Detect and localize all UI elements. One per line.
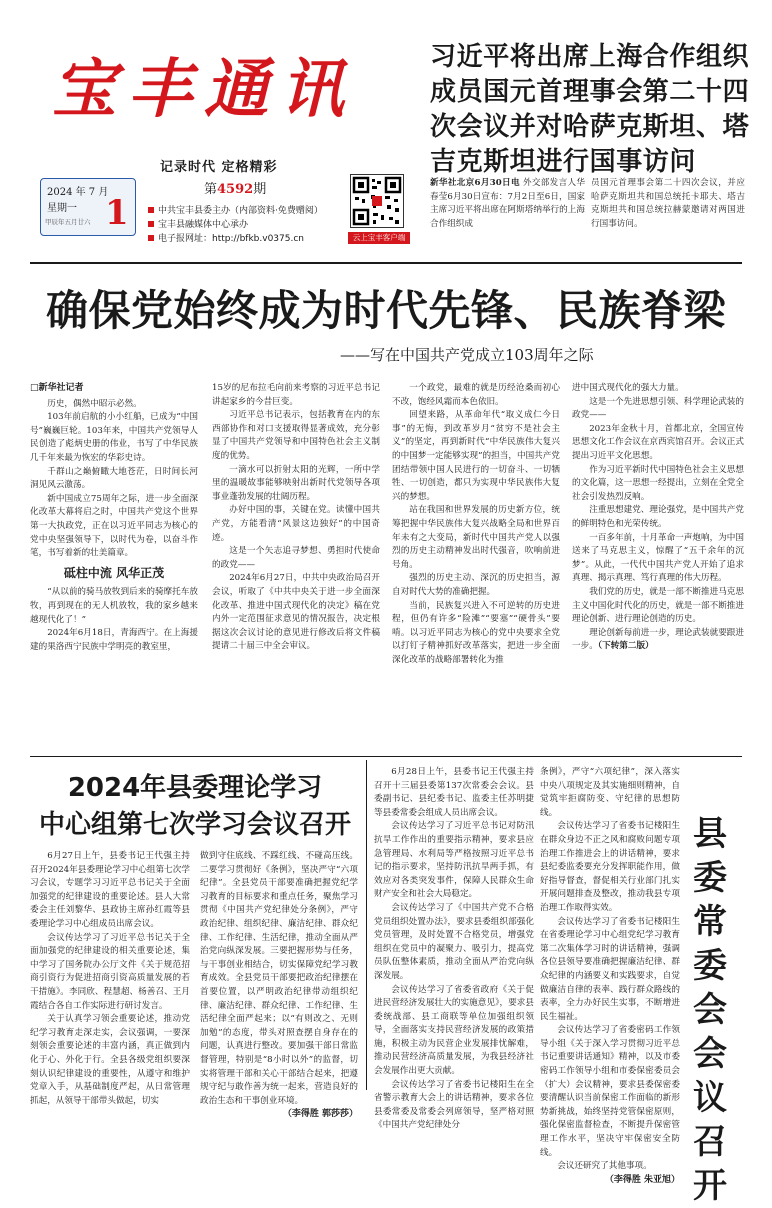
lead-byline: □新华社记者: [30, 383, 84, 393]
date-lunar: 甲辰年五月廿六: [45, 218, 91, 226]
meeting2-title-char: 召: [693, 1122, 727, 1162]
issue-suffix: 期: [253, 182, 267, 197]
issue-value: 4592: [217, 182, 254, 197]
date-day: 1: [105, 193, 129, 233]
meeting1-col1: 6月27日上午，县委书记王代强主持召开2024年县委理论学习中心组第七次学习会议，专题学习习近平总书记关于全面加强党的纪律建设的重要论述。县人大常委会主任刘黎华、县政协主席孙红霞等县委理论学习中心组成员出席会议。 会议传达学习了习近平总书记关于全面加强党的纪律建设的相关重要论述，集中学习了国务院办公厅文件《关于规范招商引资行为促进招商引资高质量发展的若干措施》。李同欣、程慧超、杨善召、王月霞结合各自工作实际进行研讨发言。 关于认真学习领会重要论述，推动党纪学习教育走深走实，会议强调，一要深刻领会重要论述的丰富内涵，真正做到内化于心、外化于行。全县各级党组织要深刻认识纪律建设的重要性，从遵守和维护党章入手，从基础制度严起，从日常管理抓起，从领导干部带头做起，切实: [30, 851, 190, 1106]
qr-caption: 云上宝丰客户端: [348, 232, 410, 244]
date-weekday: 星期一: [47, 203, 77, 214]
column-divider: [366, 760, 367, 1090]
meeting1-byline: （李得胜 郭莎莎）: [282, 1109, 358, 1120]
lead-col1: □新华社记者 历史，偶然中昭示必然。 103年前启航的小小红船，已成为“中国号”巍巍巨轮。103年来，中国共产党领导人民创造了彪炳史册的伟业，书写了中华民族几千年来最为恢宏的华彩史诗。 千群山之巅俯瞰大地苍茫，日时间长河洞见风云激荡。 新中国成立75周年之际，进一步全面深化改革大幕将启之时，中国共产党这个世界第一大执政党，正在以习近平同志为核心的党中央坚强领导下，以时代为卷，以奋斗作笔，书写着新的壮美篇章。 砥柱中流 风华正茂 “从以前的骑马放牧到后来的骑摩托车放牧，再到现在的无人机放牧，我的家乡越来越现代化了！” 2024年6月18日，青海西宁。在上海援建的果洛西宁民族中学明亮的教室里，: [30, 383, 198, 652]
meeting2-title-char: 会: [693, 990, 727, 1030]
meeting1-col2: 做到守住底线、不踩红线、不碰高压线。二要学习贯彻好《条例》，坚决严守“六项纪律”。全县党员干部要准确把握党纪学习教育的目标要求和重点任务，聚焦学习贯彻《中国共产党纪律处分条例》，严守政治纪律、组织纪律、廉洁纪律、群众纪律、工作纪律、生活纪律，推动全面从严治党向纵深发展。三要把握形势与任务，与干事创业相结合，切实保障党纪学习教育成效。全县党员干部要把政治纪律摆在首要位置，以严明政治纪律带动组织纪律、廉洁纪律、群众纪律、工作纪律、生活纪律全面严起来；以“有则改之、无则加勉”的态度，带头对照查摆自身存在的问题，认真进行整改。要加强干部日常监督管理，特别是“8小时以外”的监督，切实将管理干部和关心干部结合起来，把遵规守纪与敢作善为统一起来，营造良好的政治生态和干事创业环境。 （李得胜 郭莎莎）: [200, 850, 358, 1100]
issue-label: 第: [204, 182, 218, 197]
bullet-square-icon: [148, 221, 154, 227]
meeting2-title-char: 委: [693, 946, 727, 986]
top-news-dateline: 新华社北京6月30日电: [430, 178, 520, 188]
issue-number: [204, 178, 266, 197]
lead-subtitle: ——写在中国共产党成立103周年之际: [340, 346, 594, 364]
info-sponsor: 中共宝丰县委主办（内部资料·免费赠阅）: [148, 204, 348, 218]
meeting1-title: 2024年县委理论学习 中心组第七次学习会议召开: [38, 773, 351, 840]
meeting2-title-char: 会: [693, 1034, 727, 1074]
lead-subhead: 砥柱中流 风华正茂: [63, 565, 165, 580]
lead-col3: 一个政党，最难的就是历经沧桑而初心不改，饱经风霜而本色依旧。 回望来路，从革命年代“取义成仁今日事”的无悔，到改革岁月“贫穷不是社会主义”的坚定，再到新时代“中华民族伟大复兴的中国梦一定能够实现”的担当，中国共产党团结带领中国人民进行的一切奋斗、一切牺牲、一切创造，都只为实现中华民族伟大复兴的梦想。 站在我国和世界发展的历史新方位，统筹把握中华民族伟大复兴战略全局和世界百年未有之大变局，新时代中国共产党人以强烈的历史主动精神发出时代强音，吹响前进号角。 强烈的历史主动、深沉的历史担当，源自对时代大势的准确把握。 当前，民族复兴进入不可逆转的历史进程，但仍有许多“险滩”“要塞”“硬骨头”要啃。以习近平同志为核心的党中央要求全党以打钉子精神抓好改革落实，把进一步全面深化改革的战略部署转化为推: [392, 383, 560, 665]
top-news-headline: 习近平将出席上海合作组织成员国元首理事会第二十四次会议并对哈萨克斯坦、塔吉克斯坦进行国事访问: [430, 42, 750, 177]
bullet-square-icon: [148, 207, 154, 213]
meeting2-title-char: 议: [693, 1078, 727, 1118]
lead-title: 确保党始终成为时代先锋、民族脊梁: [45, 286, 726, 335]
section-divider: [30, 756, 742, 757]
info-website[interactable]: 电子报网址：http://bfkb.v0375.cn: [148, 232, 348, 246]
meeting2-title-char: 委: [693, 858, 727, 898]
masthead-logo: 宝丰通讯: [52, 53, 356, 127]
continue-note: （下转第二版）: [597, 641, 654, 652]
top-news-col1: [430, 177, 585, 243]
lead-col2: 15岁的尼布拉毛向前来考察的习近平总书记讲起家乡的今昔巨变。 习近平总书记表示，包括教育在内的东西部协作和对口支援取得显著成效，充分彰显了中国共产党领导和中国特色社会主义制度的优势。 一滴水可以折射太阳的光辉，一所中学里的温暖故事能够映射出新时代党领导各项事业蓬勃发展的壮阔历程。 办好中国的事，关键在党。读懂中国共产党，方能看清“风景这边独好”的中国奇迹。 这是一个矢志追寻梦想、勇担时代使命的政党—— 2024年6月27日，中共中央政治局召开会议，听取了《中共中央关于进一步全面深化改革、推进中国式现代化的决定》稿在党内外一定范围征求意见的情况报告，决定根据这次会议讨论的意见进行修改后将文件稿提请二十届三中全会审议。: [212, 383, 380, 652]
top-news-col1-text: 外交部发言人华春莹6月30日宣布：7月2日至6日，国家主席习近平将出席在阿斯塔纳举行的上海合作组织成: [430, 178, 585, 229]
meeting2-byline: （李得胜 朱亚旭）: [604, 1174, 680, 1185]
meeting2-col1: 6月28日上午，县委书记王代强主持召开十三届县委第137次常委会会议。县委副书记、县纪委书记、监委主任苏明捷等县委常委会组成人员出席会议。 会议传达学习了习近平总书记对防汛抗旱工作作出的重要指示精神，要求县应急管理局、水利局等严格按照习近平总书记的指示要求，坚持防汛抗旱两手抓，有效应对各类突发事件，保障人民群众生命财产安全和社会大局稳定。 会议传达学习了《中国共产党不合格党员组织处置办法》，要求县委组织部强化党员管理，及时处置不合格党员，增强党组织在党员中的凝聚力、吸引力，提高党员队伍整体素质，推动全面从严治党向纵深发展。 会议传达学习了省委省政府《关于促进民营经济发展壮大的实施意见》，要求县委统战部、县工商联等单位加强组织领导，全面落实支持民营经济发展的政策措施，积极主动为民营企业发展排忧解难，推动民营经济高质量发展，为我县经济社会发展作出更大贡献。 会议传达学习了省委书记楼阳生在全省警示教育大会上的讲话精神，要求各位县委常委及常委会列席领导，坚严格对照《中国共产党纪律处分: [374, 767, 534, 1131]
lead-col4: 进中国式现代化的强大力量。 这是一个先进思想引领、科学理论武装的政党—— 2023年金秋十月，首都北京，全国宣传思想文化工作会议在京西宾馆召开。会议正式提出习近平文化思想。 作为习近平新时代中国特色社会主义思想的文化篇，这一思想一经提出，立刻在全党全社会引发热烈反响。 注重思想建党、理论强党，是中国共产党的鲜明特色和光荣传统。 一百多年前，十月革命一声炮响，为中国送来了马克思主义，惊醒了“五千余年的沉梦”。从此，一代代中国共产党人开始了追求真理、揭示真理、笃行真理的伟大历程。 我们党的历史，就是一部不断推进马克思主义中国化时代化的历史，就是一部不断推进理论创新、进行理论创造的历史。 理论创新每前进一步，理论武装就要跟进一步。（下转第二版）: [572, 383, 744, 652]
meeting2-title: [686, 812, 734, 1208]
date-year-month: 2024 年 7 月: [47, 187, 109, 198]
qr-code-icon: [350, 174, 404, 228]
top-news-col2: 员国元首理事会第二十四次会议，并应哈萨克斯坦共和国总统托卡耶夫、塔吉克斯坦共和国总统拉赫蒙邀请对两国进行国事访问。: [591, 178, 745, 229]
meeting2-title-char: 常: [693, 902, 727, 942]
meeting2-col2: 条例》，严守“六项纪律”，深入落实中央八项规定及其实施细则精神，自觉筑牢拒腐防变、守纪律的思想防线。 会议传达学习了省委书记楼阳生在群众身边不正之风和腐败问题专项治理工作推进会上的讲话精神，要求县纪委监委要充分发挥职能作用，做好指导督查，督促相关行业部门扎实开展问题排查及整改，推动我县专项治理工作取得实效。 会议传达学习了省委书记楼阳生在省委理论学习中心组党纪学习教育第二次集体学习时的讲话精神，强调各位县领导要准确把握廉洁纪律、群众纪律的内涵要义和实践要求，自觉做廉洁自律的表率、践行群众路线的表率，全力办好民生实事，不断增进民生福祉。 会议传达学习了省委密码工作领导小组《关于深入学习贯彻习近平总书记重要讲话通知》精神，以及市委密码工作领导小组和市委保密委员会（扩大）会议精神，要求县委保密委要清醒认识当前保密工作面临的新形势新挑战，始终坚持党管保密原则，强化保密监督检查，不断提升保密管理工作水平，坚决守牢保密安全防线。 会议还研究了其他事项。 （李得胜 朱亚旭）: [540, 766, 680, 1100]
masthead-slogan: 记录时代 定格精彩: [160, 160, 278, 175]
meeting2-title-char: 县: [693, 814, 727, 854]
header-divider: [30, 262, 742, 264]
bullet-square-icon: [148, 235, 154, 241]
masthead-info: [148, 204, 348, 246]
date-box: [40, 178, 136, 236]
info-organizer: 宝丰县融媒体中心承办: [148, 218, 348, 232]
meeting2-title-char: 开: [693, 1166, 727, 1206]
